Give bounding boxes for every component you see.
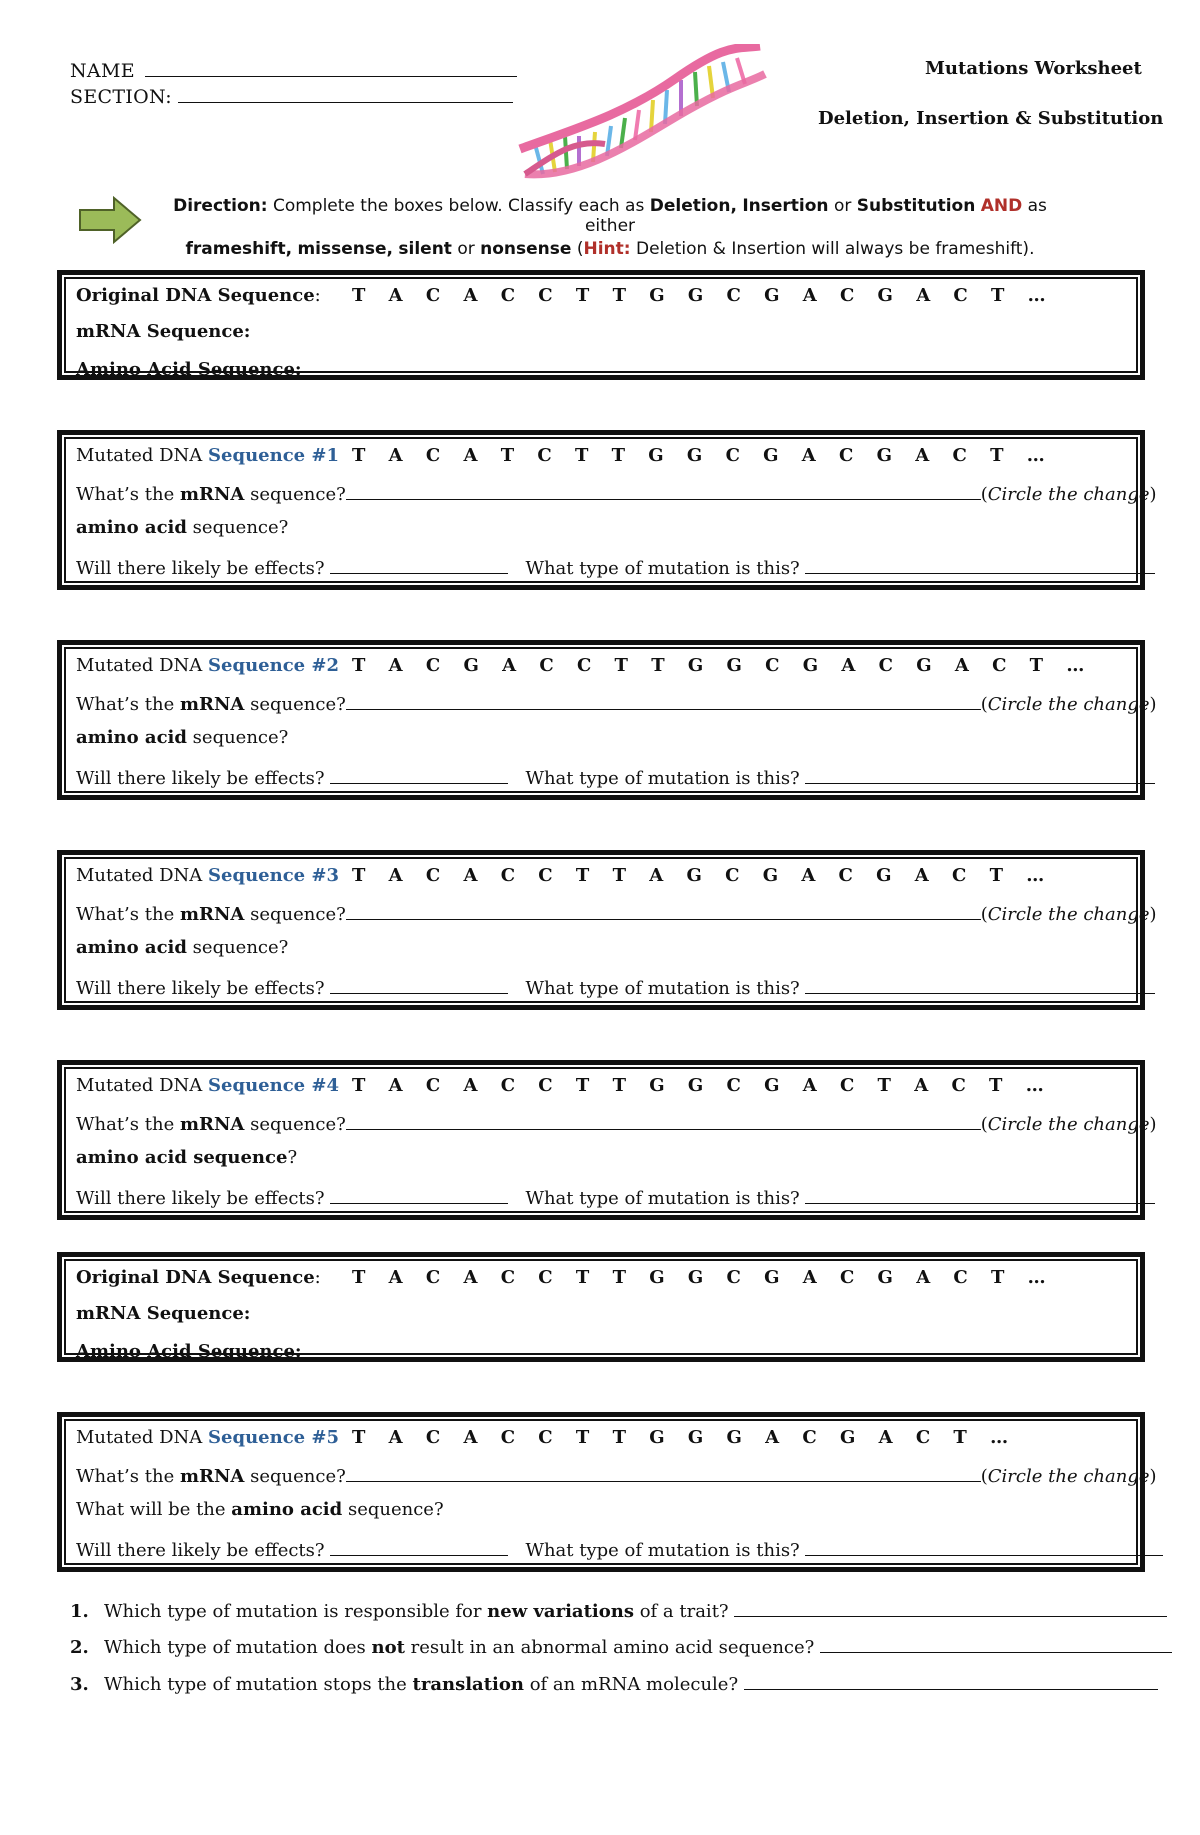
mutation-type-input-4[interactable] bbox=[805, 1185, 1155, 1204]
original-dna-box: Original DNA Sequence: T A C A C C T T G G C G A C G A C T … mRNA Sequence: Amino Acid Sequence: bbox=[57, 270, 1145, 380]
effects-answer-input-5[interactable] bbox=[330, 1537, 508, 1556]
sequence-label: Sequence #4 bbox=[208, 1075, 339, 1096]
question-1-answer[interactable] bbox=[734, 1598, 1167, 1617]
mrna-answer-input-5[interactable] bbox=[346, 1463, 981, 1482]
mutation-box-1: Mutated DNA Sequence #1 T A C A T C T T G G C G A C G A C T … What’s the mRNA sequence? (Circle the change) amino acid sequence? Will there likely be effects? What type of mutation is this? bbox=[57, 430, 1145, 590]
name-input[interactable] bbox=[145, 58, 517, 77]
amino-acid-sequence-label-2: Amino Acid Sequence: bbox=[76, 1341, 302, 1362]
mrna-sequence-label: mRNA Sequence: bbox=[76, 321, 251, 342]
question-3-answer[interactable] bbox=[744, 1671, 1158, 1690]
mutated-dna-sequence-1: T A C A T C T T G G C G A C G A C T … bbox=[352, 445, 1054, 466]
original-dna-sequence-2: T A C A C C T T G G C G A C G A C T … bbox=[352, 1267, 1055, 1288]
original-dna-sequence: T A C A C C T T G G C G A C G A C T … bbox=[352, 285, 1055, 306]
sequence-label: Sequence #2 bbox=[208, 655, 339, 676]
question-2-answer[interactable] bbox=[820, 1634, 1172, 1653]
mutation-type-input-3[interactable] bbox=[805, 975, 1155, 994]
mutated-dna-sequence-5: T A C A C C T T G G G A C G A C T … bbox=[352, 1427, 1017, 1448]
effects-answer-input-3[interactable] bbox=[330, 975, 508, 994]
mutation-box-3: Mutated DNA Sequence #3 T A C A C C T T A G C G A C G A C T … What’s the mRNA sequence? (Circle the change) amino acid sequence? Will there likely be effects? What type of mutation is this? bbox=[57, 850, 1145, 1010]
mrna-answer-input-1[interactable] bbox=[346, 481, 981, 500]
section-line: SECTION: bbox=[70, 84, 513, 108]
mutation-box-2: Mutated DNA Sequence #2 T A C G A C C T T G G C G A C G A C T … What’s the mRNA sequence? (Circle the change) amino acid sequence? Will there likely be effects? What type of mutation is this? bbox=[57, 640, 1145, 800]
amino-acid-sequence-label: Amino Acid Sequence: bbox=[76, 359, 302, 380]
dna-helix-illustration bbox=[515, 44, 775, 184]
sequence-label: Sequence #1 bbox=[208, 445, 339, 466]
mrna-answer-input-3[interactable] bbox=[346, 901, 981, 920]
worksheet-subtitle: Deletion, Insertion & Substitution bbox=[818, 108, 1164, 129]
mrna-answer-input-4[interactable] bbox=[346, 1111, 981, 1130]
question-1: 1. Which type of mutation is responsible for new variations of a trait? bbox=[70, 1598, 1167, 1622]
mutation-box-4: Mutated DNA Sequence #4 T A C A C C T T G G C G A C T A C T … What’s the mRNA sequence? (Circle the change) amino acid sequence? Will there likely be effects? What type of mutation is this? bbox=[57, 1060, 1145, 1220]
sequence-label: Sequence #3 bbox=[208, 865, 339, 886]
original-dna-box-2: Original DNA Sequence: T A C A C C T T G G C G A C G A C T … mRNA Sequence: Amino Acid Sequence: bbox=[57, 1252, 1145, 1362]
effects-answer-input-2[interactable] bbox=[330, 765, 508, 784]
mrna-answer-input-2[interactable] bbox=[346, 691, 981, 710]
mutation-type-input-2[interactable] bbox=[805, 765, 1155, 784]
effects-answer-input-4[interactable] bbox=[330, 1185, 508, 1204]
section-input[interactable] bbox=[178, 84, 513, 103]
direction-text: Direction: Complete the boxes below. Classify each as Deletion, Insertion or Substitution AND as either frameshift, missense, silent or nonsense (Hint: Deletion & Insertion will always be frameshift). bbox=[173, 196, 1047, 259]
question-3: 3. Which type of mutation stops the translation of an mRNA molecule? bbox=[70, 1671, 1158, 1695]
mutation-type-input-1[interactable] bbox=[805, 555, 1155, 574]
effects-answer-input-1[interactable] bbox=[330, 555, 508, 574]
arrow-right-icon bbox=[78, 196, 142, 248]
mutated-dna-sequence-4: T A C A C C T T G G C G A C T A C T … bbox=[352, 1075, 1053, 1096]
mrna-sequence-label-2: mRNA Sequence: bbox=[76, 1303, 251, 1324]
question-2: 2. Which type of mutation does not result in an abnormal amino acid sequence? bbox=[70, 1634, 1172, 1658]
name-line: NAME bbox=[70, 58, 517, 82]
mutation-box-5: Mutated DNA Sequence #5 T A C A C C T T G G G A C G A C T … What’s the mRNA sequence? (Circle the change) What will be the amino acid sequence? Will there likely be effects? What type of mutation is this? bbox=[57, 1412, 1145, 1572]
mutation-type-input-5[interactable] bbox=[805, 1537, 1163, 1556]
worksheet-title: Mutations Worksheet bbox=[925, 58, 1142, 79]
mutated-dna-sequence-2: T A C G A C C T T G G C G A C G A C T … bbox=[352, 655, 1093, 676]
mutated-dna-sequence-3: T A C A C C T T A G C G A C G A C T … bbox=[352, 865, 1053, 886]
